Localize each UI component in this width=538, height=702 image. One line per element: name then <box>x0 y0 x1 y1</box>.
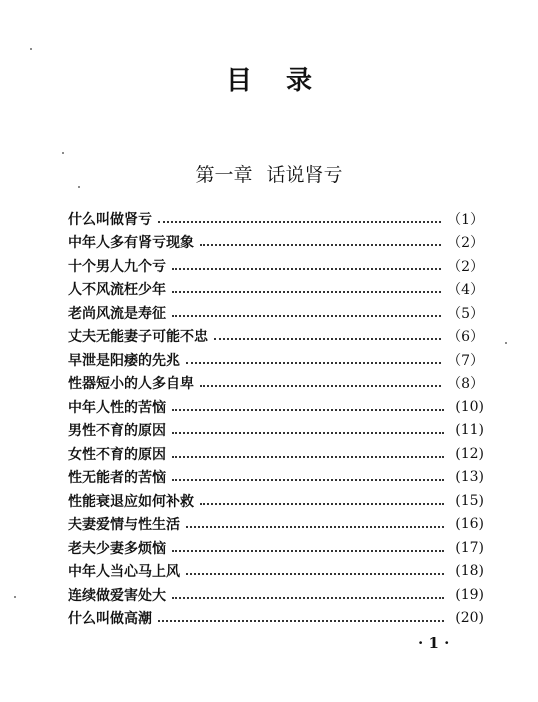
toc-entry <box>68 607 484 631</box>
toc-entry-title: 中年人性的苦恼 <box>68 399 166 416</box>
scan-speck <box>505 342 507 344</box>
toc-entry-title: 人不风流枉少年 <box>68 282 166 299</box>
scan-speck <box>78 186 80 188</box>
toc-entry-title: 中年人当心马上风 <box>68 564 180 581</box>
toc-entry <box>68 325 484 349</box>
toc-entry-page: (11) <box>455 422 484 439</box>
dot-leader <box>200 385 441 387</box>
toc-entry-page: （4） <box>447 282 484 299</box>
toc-entry <box>68 442 484 466</box>
toc-entry-page: （6） <box>447 329 484 346</box>
toc-entry <box>68 395 484 419</box>
toc-entry-title: 中年人多有肾亏现象 <box>68 235 194 252</box>
chapter-number: 第一章 <box>195 164 253 186</box>
dot-leader <box>186 362 441 364</box>
toc-entry <box>68 301 484 325</box>
toc-entry <box>68 278 484 302</box>
toc-entry-page: （8） <box>447 376 484 393</box>
toc-entry-title: 女性不育的原因 <box>68 446 166 463</box>
toc-entry-page: （1） <box>447 211 484 228</box>
toc-entry <box>68 348 484 372</box>
toc-entry <box>68 513 484 537</box>
toc-entry-title: 老尚风流是寿征 <box>68 305 166 322</box>
toc-entry <box>68 489 484 513</box>
toc-entry <box>68 419 484 443</box>
toc-entry-page: (17) <box>455 539 484 556</box>
toc-entry-title: 性能衰退应如何补救 <box>68 493 194 510</box>
toc-entry-page: (15) <box>455 492 484 509</box>
dot-leader <box>214 338 441 340</box>
toc-entry-title: 丈夫无能妻子可能不忠 <box>68 329 208 346</box>
toc-entry-page: （5） <box>447 305 484 322</box>
dot-leader <box>172 409 444 411</box>
toc-entry-title: 男性不育的原因 <box>68 423 166 440</box>
toc-entry-title: 性器短小的人多自卑 <box>68 376 194 393</box>
dot-leader <box>172 291 441 293</box>
toc-entry-page: （2） <box>447 258 484 275</box>
toc-entry <box>68 583 484 607</box>
toc-entry <box>68 254 484 278</box>
dot-leader <box>172 597 444 599</box>
chapter-heading <box>0 160 538 187</box>
page-number: · 1 · <box>418 634 450 652</box>
scan-speck <box>62 152 64 154</box>
page-title: 目录 <box>225 66 346 96</box>
toc-entry-title: 什么叫做高潮 <box>68 611 152 628</box>
dot-leader <box>172 479 444 481</box>
toc-entry-page: (18) <box>455 563 484 580</box>
dot-leader <box>172 268 441 270</box>
scan-speck <box>14 596 16 598</box>
dot-leader <box>172 550 444 552</box>
toc-entry <box>68 536 484 560</box>
toc-entry-title: 十个男人九个亏 <box>68 258 166 275</box>
toc-entry <box>68 207 484 231</box>
table-of-contents <box>68 207 484 630</box>
dot-leader <box>172 315 441 317</box>
toc-entry-page: (12) <box>455 445 484 462</box>
dot-leader <box>200 503 444 505</box>
toc-entry <box>68 466 484 490</box>
toc-entry-page: （2） <box>447 235 484 252</box>
toc-entry <box>68 372 484 396</box>
dot-leader <box>172 456 444 458</box>
dot-leader <box>158 221 441 223</box>
toc-entry-page: （7） <box>447 352 484 369</box>
dot-leader <box>172 432 444 434</box>
dot-leader <box>186 573 444 575</box>
toc-entry-page: (13) <box>455 469 484 486</box>
toc-entry-page: (19) <box>455 586 484 603</box>
toc-entry-title: 夫妻爱情与性生活 <box>68 517 180 534</box>
toc-entry-page: (16) <box>455 516 484 533</box>
toc-entry-title: 老夫少妻多烦恼 <box>68 540 166 557</box>
toc-entry <box>68 231 484 255</box>
chapter-name: 话说肾亏 <box>266 164 343 186</box>
toc-entry-title: 早泄是阳痿的先兆 <box>68 352 180 369</box>
dot-leader <box>186 526 444 528</box>
toc-entry <box>68 560 484 584</box>
toc-entry-page: (10) <box>455 398 484 415</box>
toc-entry-title: 连续做爱害处大 <box>68 587 166 604</box>
dot-leader <box>200 244 441 246</box>
toc-entry-title: 性无能者的苦恼 <box>68 470 166 487</box>
toc-entry-title: 什么叫做肾亏 <box>68 211 152 228</box>
dot-leader <box>158 620 444 622</box>
scan-speck <box>30 48 32 50</box>
toc-entry-page: (20) <box>455 610 484 627</box>
